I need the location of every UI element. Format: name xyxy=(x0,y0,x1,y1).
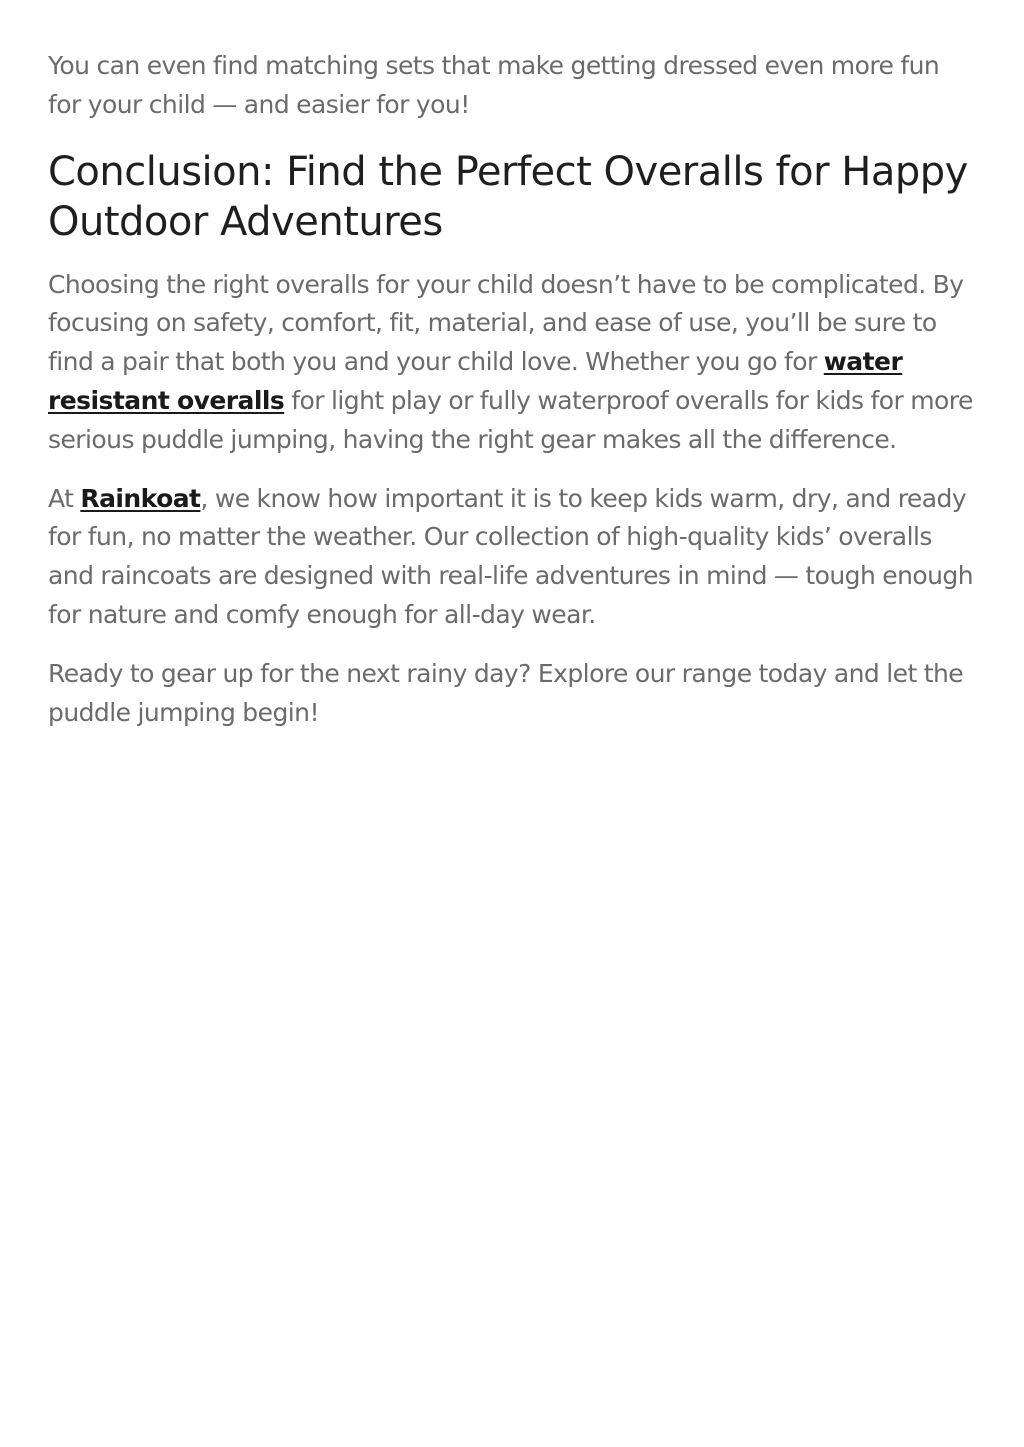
paragraph-text: At xyxy=(48,483,81,513)
rainkoat-link[interactable]: Rainkoat xyxy=(80,483,201,513)
paragraph-text: , we know how important it is to keep kids warm, dry, and ready for fun, no matter the weather. Our collection of high-quality kids’ overalls and raincoats are designed with real-life adventures in mind — tough enough for nature and comfy enough for all-day wear. xyxy=(48,483,974,629)
paragraph-text: Choosing the right overalls for your child doesn’t have to be complicated. By focusing on safety, comfort, fit, material, and ease of use, you’ll be sure to find a pair that both you and your child love. Whether you go for xyxy=(48,269,964,377)
conclusion-paragraph-2 xyxy=(48,480,976,635)
conclusion-paragraph-1 xyxy=(48,266,976,460)
conclusion-heading: Conclusion: Find the Perfect Overalls for Happy Outdoor Adventures xyxy=(48,148,968,245)
intro-paragraph: You can even find matching sets that make getting dressed even more fun for your child — and easier for you! xyxy=(48,51,940,119)
conclusion-paragraph-3: Ready to gear up for the next rainy day? Explore our range today and let the puddle jumping begin! xyxy=(48,658,964,727)
water-resistant-overalls-link[interactable]: water resistant overalls xyxy=(48,347,903,415)
paragraph-text: for light play or fully waterproof overalls for kids for more serious puddle jumping, having the right gear makes all the difference. xyxy=(48,385,973,454)
